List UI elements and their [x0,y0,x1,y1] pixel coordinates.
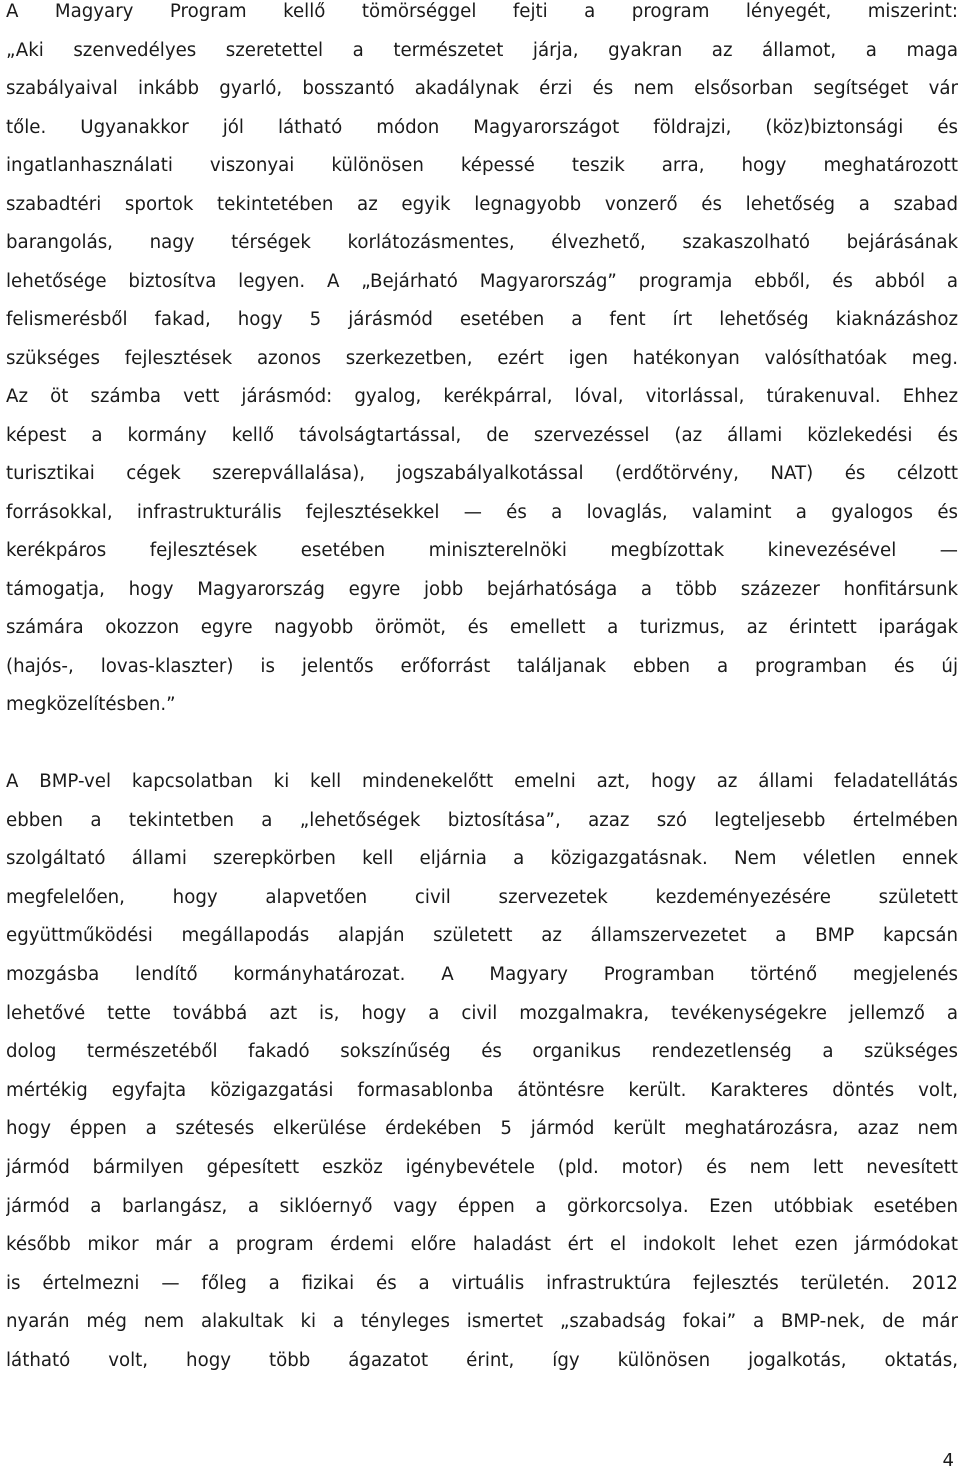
text-line: ebben a tekintetben a „lehetőségek biztosítása”, azaz szó legteljesebb értelmében [6,809,958,831]
text-line: Az öt számba vett járásmód: gyalog, kerékpárral, lóval, vitorlással, túrakenuval. Ehhez [6,386,958,407]
text-line: A Magyary Program kellő tömörséggel fejti a program lényegét, miszerint: [6,1,958,22]
text-line: kerékpáros fejlesztések esetében miniszterelnöki megbízottak kinevezésével — [6,540,958,561]
text-line: látható volt, hogy több ágazatot érint, így különösen jogalkotás, oktatás, [6,1350,958,1371]
text-line: tőle. Ugyanakkor jól látható módon Magyarországot földrajzi, (köz)biztonsági és [6,116,958,138]
text-line: számára okozzon egyre nagyobb örömöt, és emellett a turizmus, az érintett iparágak [6,617,958,638]
text-line: dolog természetéből fakadó sokszínűség és organikus rendezetlenség a szükséges [6,1041,958,1063]
page-number: 4 [942,1450,954,1471]
text-line: támogatja, hogy Magyarország egyre jobb bejárhatósága a több százezer honfitársunk [6,578,958,600]
text-line: szabályaival inkább gyarló, bosszantó akadálynak érzi és nem elsősorban segítséget vár [6,78,958,99]
text-line: mértékig egyfajta közigazgatási formasablonba átöntésre került. Karakteres döntés volt, [6,1079,958,1101]
text-line: ingatlanhasználati viszonyai különösen képessé teszik arra, hogy meghatározott [6,155,958,176]
text-line: megfelelően, hogy alapvetően civil szervezetek kezdeményezésére született [6,886,958,908]
text-line: (hajós-, lovas-klaszter) is jelentős erőforrást találjanak ebben a programban és új [6,655,958,677]
text-line: A BMP-vel kapcsolatban ki kell mindenekelőtt emelni azt, hogy az állami feladatellátás [6,771,958,792]
text-line: képest a kormány kellő távolságtartással, de szervezéssel (az állami közlekedési és [6,424,958,446]
text-line: mozgásba lendítő kormányhatározat. A Magyary Programban történő megjelenés [6,964,958,985]
text-line: jármód a barlangász, a siklóernyő vagy éppen a görkorcsolya. Ezen utóbbiak esetében [6,1195,958,1217]
text-line: szükséges fejlesztések azonos szerkezetben, ezért igen hatékonyan valósíthatóak meg. [6,347,958,369]
text-line: „Aki szenvedélyes szeretettel a természetet járja, gyakran az államot, a maga [6,39,958,61]
text-line: forrásokkal, infrastrukturális fejlesztésekkel — és a lovaglás, valamint a gyalogos és [6,501,958,523]
text-line: felismerésből fakad, hogy 5 járásmód esetében a fent írt lehetőség kiaknázáshoz [6,309,958,330]
text-line: megközelítésben.” [6,694,176,715]
text-line: nyarán még nem alakultak ki a tényleges ismertet „szabadság fokai” a BMP-nek, de már [6,1311,958,1333]
text-line: is értelmezni — főleg a fizikai és a virtuális infrastruktúra fejlesztés területén. 2012 [6,1272,958,1294]
text-line: együttműködési megállapodás alapján született az államszervezetet a BMP kapcsán [6,925,958,947]
text-line: lehetővé tette továbbá azt is, hogy a civil mozgalmakra, tevékenységekre jellemző a [6,1002,958,1024]
text-line: hogy éppen a szétesés elkerülése érdekében 5 jármód került meghatározásra, azaz nem [6,1118,958,1140]
text-line: szolgáltató állami szerepkörben kell eljárnia a közigazgatásnak. Nem véletlen ennek [6,848,958,870]
text-line: jármód bármilyen gépesített eszköz igénybevétele (pld. motor) és nem lett nevesített [6,1157,958,1178]
text-line: lehetősége biztosítva legyen. A „Bejárható Magyarország” programja ebből, és abból a [6,270,958,292]
text-line: barangolás, nagy térségek korlátozásmentes, élvezhető, szakaszolható bejárásának [6,232,958,253]
text-line: szabadtéri sportok tekintetében az egyik legnagyobb vonzerő és lehetőség a szabad [6,193,958,215]
text-line: turisztikai cégek szerepvállalása), jogszabályalkotással (erdőtörvény, NAT) és célzott [6,463,958,484]
text-line: később mikor már a program érdemi előre haladást ért el indokolt lehet ezen jármódokat [6,1234,958,1256]
